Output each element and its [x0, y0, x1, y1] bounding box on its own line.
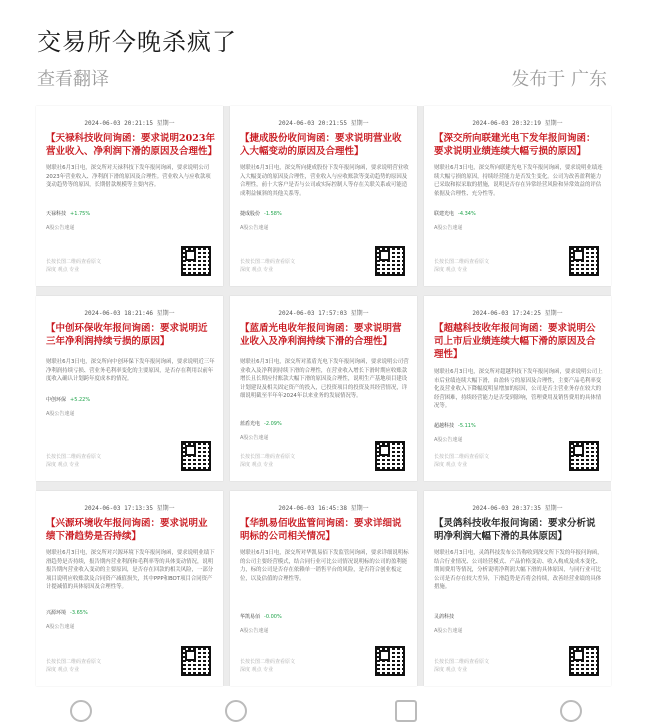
qr-code-icon [569, 441, 599, 471]
card-date: 2024-06-03 17:24:25 星期一 [472, 310, 563, 317]
news-card[interactable] [36, 106, 223, 286]
news-card[interactable] [36, 296, 223, 481]
stock-change: +1.75% [70, 211, 91, 217]
card-tag: A股公告速递 [240, 628, 269, 634]
card-stock [240, 613, 282, 620]
qr-code-icon [375, 441, 405, 471]
card-body: 财联社6月3日电，灵鸽科技发布公告称收到深交所下发的年报问询函，结合行业情况、公司经营模式、产品价格变动、收入构成及成本变化、期间费用等情况，分析说明净利润大幅下滑的具体原因，与同行业可比公司是否存在较大差异，下滑趋势是否将会持续，改善经营业绩的具体措施。 [434, 550, 603, 591]
image-grid[interactable] [36, 106, 611, 686]
bottom-toolbar [0, 698, 649, 714]
qr-code-icon [181, 646, 211, 676]
card-footer: 长按长图二维码查看原文 深度 观点 专业 [46, 259, 102, 273]
card-headline: 【兴源环境收年报问询函：要求说明业绩下滑趋势是否持续】 [46, 518, 208, 542]
card-stock [46, 210, 90, 217]
stock-change: -5.11% [458, 423, 476, 429]
card-stock [240, 210, 282, 217]
news-card[interactable] [424, 106, 611, 286]
stock-name: 兴源环境 [46, 610, 67, 616]
stock-change: -3.65% [70, 610, 88, 616]
post-title: 交易所今晚杀疯了 [37, 28, 237, 56]
card-footer: 长按长图二维码查看原文 深度 观点 专业 [434, 454, 490, 468]
card-stock [46, 609, 88, 616]
card-stock [46, 396, 90, 403]
card-headline: 【捷成股份收问询函：要求说明营业收入大幅变动的原因及合理性】 [240, 133, 402, 157]
stock-name: 超越科技 [434, 423, 455, 429]
card-body: 财联社6月3日电，深交所对超越科技下发年报问询函，要求说明公司上市后业绩连续大幅下滑，由盈转亏的原因及合理性，主要产品毛利率变化及营业收入下降幅度明显增加的原因，公司是否主营业务存在较大的经营困难，持续经营能力是否受到影响，管理费用及销售费用的具体情况等。 [434, 369, 603, 410]
qr-code-icon [181, 441, 211, 471]
share-icon[interactable] [70, 700, 92, 722]
stock-name: 捷成股份 [240, 211, 261, 217]
card-stock [434, 422, 476, 429]
news-card[interactable] [230, 296, 417, 481]
like-icon[interactable] [395, 700, 417, 722]
card-stock [434, 210, 476, 217]
news-card[interactable] [36, 491, 223, 686]
stock-name: 联建光电 [434, 211, 455, 217]
card-footer: 长按长图二维码查看原文 深度 观点 专业 [240, 259, 296, 273]
card-body: 财联社6月3日电，深交所对天禄科技下发年报问询函，要求说明公司2023年营业收入、净利润下滑的原因及合理性。营业收入与应收款项变动趋势等的原因，长期借款规模等主要内容。 [46, 165, 211, 189]
card-headline: 【中创环保收年报问询函：要求说明近三年净利润持续亏损的原因】 [46, 323, 208, 347]
news-card[interactable] [230, 491, 417, 686]
card-body: 财联社6月3日电，深交所向中创环保下发年报问询函，要求说明近三年净利润持续亏损、营业务毛利率变化的主要原因，是否存在利用以前年度收入确认计划跨年度成本的情况。 [46, 359, 215, 383]
card-headline: 【灵鸽科技收年报问询函：要求分析说明净利润大幅下滑的具体原因】 [434, 518, 596, 542]
news-card[interactable] [230, 106, 417, 286]
card-date: 2024-06-03 20:21:55 星期一 [278, 120, 369, 127]
post-location: 发布于 广东 [511, 69, 607, 90]
stock-change: -2.09% [264, 421, 282, 427]
card-headline: 【天禄科技收问询函：要求说明2023年营业收入、净利润下滑的原因及合理性】 [46, 133, 218, 157]
card-headline: 【深交所向联建光电下发年报问询函：要求说明业绩连续大幅亏损的原因】 [434, 133, 596, 157]
news-card[interactable] [424, 296, 611, 481]
translate-link[interactable]: 查看翻译 [37, 69, 109, 90]
stock-name: 华凯易佰 [240, 614, 261, 620]
card-body: 财联社6月3日电，深交所对兴源环境下发年报问询函，要求说明业绩下滑趋势是否持续，报告期内营业利润和毛利率等的具体变动情况，说明报告期内营业收入变动的主要原因，是否存在回款的相关风险，一部分项目说明应收账款及合同资产减值损失，其中PPP和BOT项目合同资产计提减值的具体原因及合理性等。 [46, 550, 215, 591]
stock-change: -1.58% [264, 211, 282, 217]
card-date: 2024-06-03 20:21:15 星期一 [84, 120, 175, 127]
card-body: 财联社6月3日电，深交所对华凯易佰下发监管问询函，要求详细说明标的公司主要经营模式，结合同行业可比公司情况说明标的公司的盈利能力，标的公司是否存在依赖单一销售平台的风险，是否符合创业板定位，以及估值的合理性等。 [240, 550, 409, 582]
card-footer: 长按长图二维码查看原文 深度 观点 专业 [46, 454, 102, 468]
comment-icon[interactable] [225, 700, 247, 722]
card-body: 财联社6月3日电，深交所向捷成股份下发年报问询函，要求说明营业收入大幅变动的原因及合理性，营业收入与应收账款等变动趋势的原因及合理性，前十大客户是否与公司或实际控制人等存在关联关系或可能造成利益倾斜的其他关系等。 [240, 165, 409, 197]
card-tag: A股公告速递 [46, 225, 75, 231]
card-stock [240, 420, 282, 427]
stock-name: 天禄科技 [46, 211, 67, 217]
stock-name: 蓝盾光电 [240, 421, 261, 427]
card-tag: A股公告速递 [240, 225, 269, 231]
qr-code-icon [181, 246, 211, 276]
card-tag: A股公告速递 [434, 437, 463, 443]
card-footer: 长按长图二维码查看原文 深度 观点 专业 [46, 659, 102, 673]
qr-code-icon [375, 246, 405, 276]
card-stock [434, 613, 458, 620]
qr-code-icon [569, 246, 599, 276]
stock-change: -4.34% [458, 211, 476, 217]
card-date: 2024-06-03 20:37:35 星期一 [472, 505, 563, 512]
card-headline: 【超越科技收年报问询函：要求说明公司上市后业绩连续大幅下滑的原因及合理性】 [434, 323, 596, 360]
card-date: 2024-06-03 20:32:19 星期一 [472, 120, 563, 127]
card-body: 财联社6月3日电，深交所对蓝盾光电下发年报问询函，要求说明公司营业收入及净利润持续下滑的合理性，在营业收入增长下滑时期应收账款增长且长期应付账款大幅下滑的原因及合理性，说明生产基地项目建设计划建设及相关固定资产的投入，已投资项目的投资及其经营情况，详细说明截至半年年2024年以来业务的发展情况等。 [240, 359, 409, 400]
more-icon[interactable] [560, 700, 582, 722]
card-footer: 长按长图二维码查看原文 深度 观点 专业 [434, 659, 490, 673]
card-tag: A股公告速递 [240, 435, 269, 441]
card-footer: 长按长图二维码查看原文 深度 观点 专业 [240, 454, 296, 468]
qr-code-icon [569, 646, 599, 676]
card-body: 财联社6月3日电，深交所向联建光电下发年报问询函，要求说明业绩连续大幅亏损的原因，持续经营能力是否发生变化。公司为改善盈利能力已采取和拟采取的措施，说明是否存在异常经营风险和异常效益的评估依据及合理性、充分性等。 [434, 165, 603, 197]
stock-name: 灵鸽科技 [434, 614, 455, 620]
card-date: 2024-06-03 16:45:38 星期一 [278, 505, 369, 512]
stock-change: +5.22% [70, 397, 91, 403]
card-tag: A股公告速递 [46, 624, 75, 630]
card-tag: A股公告速递 [434, 628, 463, 634]
card-tag: A股公告速递 [46, 411, 75, 417]
card-date: 2024-06-03 18:21:46 星期一 [84, 310, 175, 317]
card-date: 2024-06-03 17:13:35 星期一 [84, 505, 175, 512]
stock-change: -0.00% [264, 614, 282, 620]
card-headline: 【蓝盾光电收年报问询函：要求说明营业收入及净利润持续下滑的合理性】 [240, 323, 402, 347]
card-date: 2024-06-03 17:57:03 星期一 [278, 310, 369, 317]
card-headline: 【华凯易佰收监管问询函：要求详细说明标的公司相关情况】 [240, 518, 402, 542]
stock-name: 中创环保 [46, 397, 67, 403]
qr-code-icon [375, 646, 405, 676]
card-footer: 长按长图二维码查看原文 深度 观点 专业 [434, 259, 490, 273]
news-card[interactable] [424, 491, 611, 686]
card-tag: A股公告速递 [434, 225, 463, 231]
card-footer: 长按长图二维码查看原文 深度 观点 专业 [240, 659, 296, 673]
